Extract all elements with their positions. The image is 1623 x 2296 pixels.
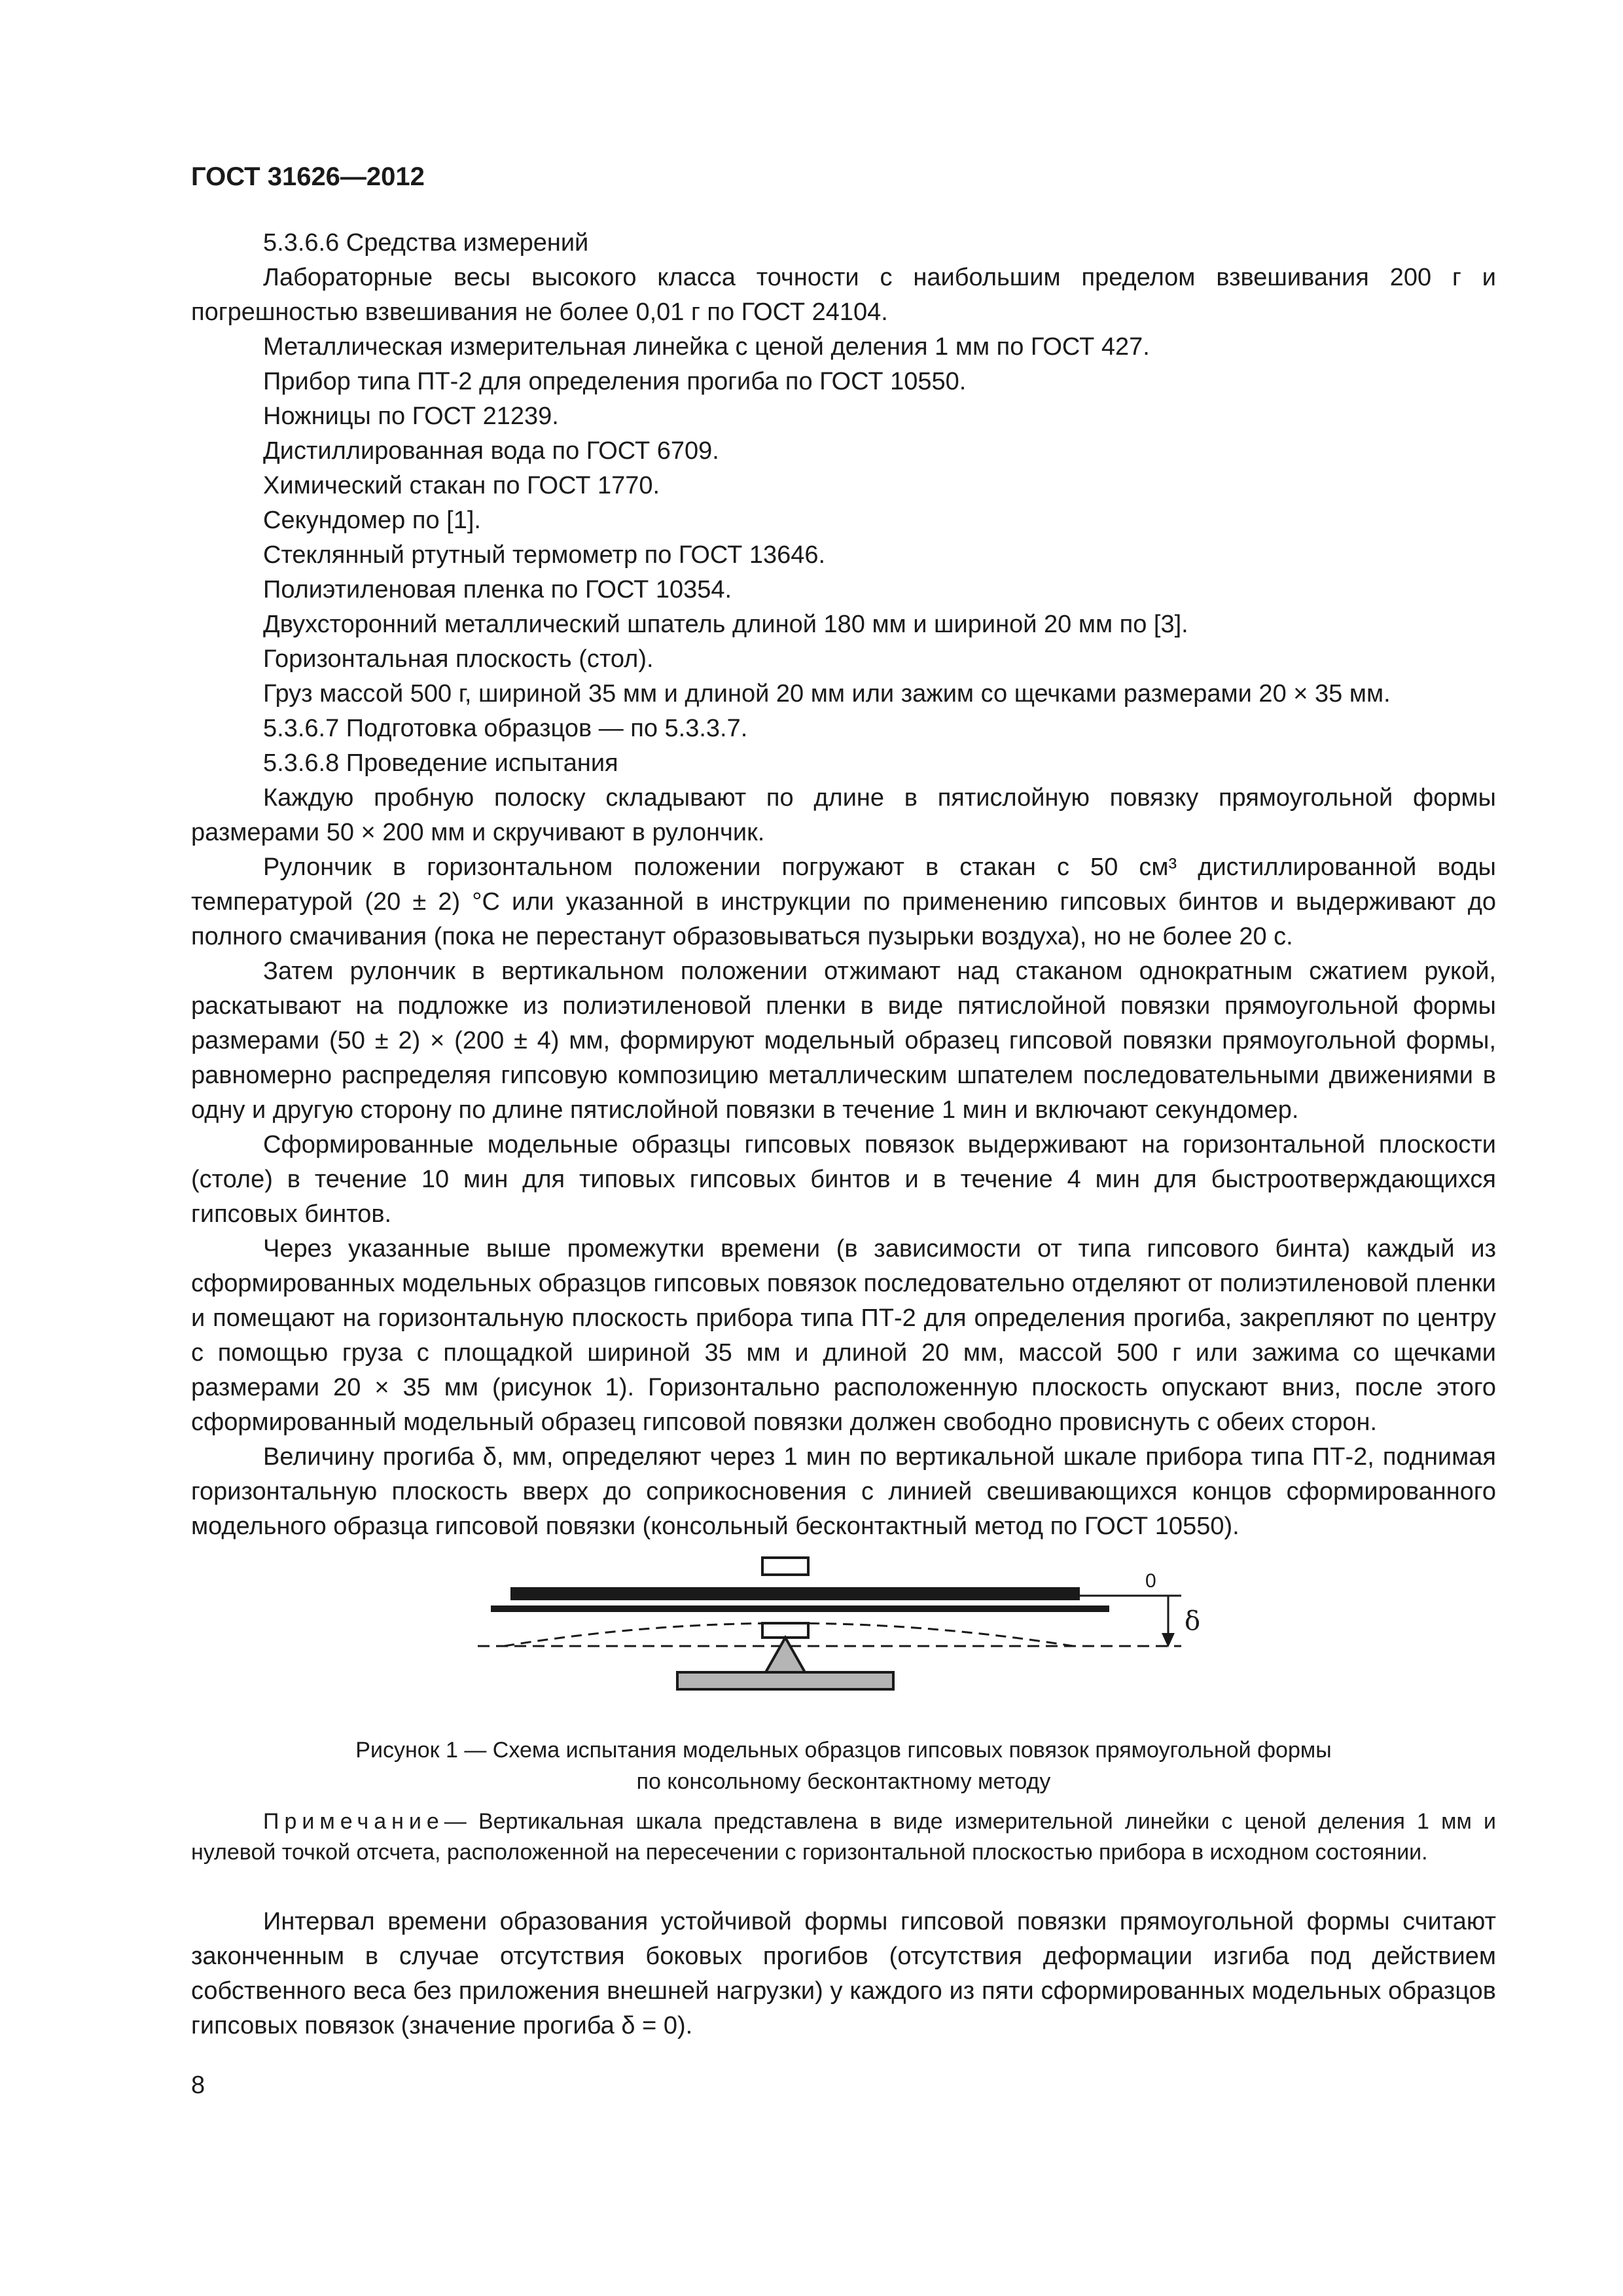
zero-label: 0 [1145,1570,1156,1592]
figure-caption [191,1734,1496,1797]
paragraph: Лабораторные весы высокого класса точности с наибольшим пределом взвешивания 200 г и погрешностью взвешивания не более 0,01 г по ГОСТ 24104. [191,264,1496,326]
document-header: ГОСТ 31626—2012 [191,162,425,191]
weight-block [762,1558,808,1575]
final-paragraph-block [191,1905,1496,2043]
figure-caption-line1: Рисунок 1 — Схема испытания модельных образцов гипсовых повязок прямоугольной формы [355,1738,1332,1763]
list-item: Химический стакан по ГОСТ 1770. [263,472,660,499]
list-item: Груз массой 500 г, шириной 35 мм и длиной 20 мм или зажим со щечками размерами 20 × 35 мм. [263,680,1391,708]
note [191,1806,1496,1868]
section-heading-5-3-6-6: 5.3.6.6 Средства измерений [263,229,589,257]
list-item: Ножницы по ГОСТ 21239. [263,403,559,430]
list-item: Двухсторонний металлический шпатель длиной 180 мм и шириной 20 мм по [3]. [263,611,1188,638]
body-text [191,226,1496,1544]
paragraph: Рулончик в горизонтальном положении погружают в стакан с 50 см³ дистиллированной воды температурой (20 ± 2) °С или указанной в инструкции по применению гипсовых бинтов и выдерживают до полного смачивания (пока не перестанут образовываться пузырьки воздуха), но не более 20 с. [191,853,1496,950]
horizontal-plane [491,1605,1109,1612]
list-item: Полиэтиленовая пленка по ГОСТ 10354. [263,576,732,603]
figure-test-scheme [471,1548,1217,1705]
support-triangle [766,1638,805,1672]
sample-band [510,1587,1080,1600]
list-item: Дистиллированная вода по ГОСТ 6709. [263,437,719,465]
note-text: — Вертикальная шкала представлена в виде измерительной линейки с ценой деления 1 мм и нулевой точкой отсчета, расположенной на пересечении с горизонтальной плоскостью прибора в исходном состоянии. [191,1809,1496,1865]
paragraph: Интервал времени образования устойчивой формы гипсовой повязки прямоугольной формы считают законченным в случае отсутствия боковых прогибов (отсутствия деформации изгиба под действием собственного веса без приложения внешней нагрузки) у каждого из пяти сформированных модельных образцов гипсовых повязок (значение прогиба δ = 0). [191,1908,1496,2039]
figure-caption-line2: по консольному бесконтактному методу [636,1769,1051,1794]
note-label: Примечание [263,1809,444,1834]
paragraph: Каждую пробную полоску складывают по длине в пятислойную повязку прямоугольной формы размерами 50 × 200 мм и скручивают в рулончик. [191,784,1496,846]
paragraph: Затем рулончик в вертикальном положении отжимают над стаканом однократным сжатием рукой, раскатывают на подложке из полиэтиленовой пленки в виде пятислойной повязки прямоугольной формы размерами (50 ± 2) × (200 ± 4) мм, формируют модельный образец гипсовой повязки прямоугольной формы, равномерно распределяя гипсовую композицию металлическим шпателем последовательными движениями в одну и другую сторону по длине пятислойной повязки в течение 1 мин и включают секундомер. [191,958,1496,1124]
delta-label: δ [1185,1606,1201,1636]
page-number: 8 [191,2072,205,2099]
paragraph: Сформированные модельные образцы гипсовых повязок выдерживают на горизонтальной плоскости (столе) в течение 10 мин для типовых гипсовых бинтов и в течение 4 мин для быстроотверждающихся гипсовых бинтов. [191,1131,1496,1228]
section-heading-5-3-6-8: 5.3.6.8 Проведение испытания [263,749,618,777]
list-item: Металлическая измерительная линейка с ценой деления 1 мм по ГОСТ 427. [263,333,1150,361]
list-item: Стеклянный ртутный термометр по ГОСТ 13646. [263,541,826,569]
paragraph: Через указанные выше промежутки времени (в зависимости от типа гипсового бинта) каждый из сформированных модельных образцов гипсовых повязок последовательно отделяют от полиэтиленовой пленки и помещают на горизонтальную плоскость прибора типа ПТ-2 для определения прогиба, закрепляют по центру с помощью груза с площадкой шириной 35 мм и длиной 20 мм, массой 500 г или зажима со щечками размерами 20 × 35 мм (рисунок 1). Горизонтально расположенную плоскость опускают вниз, после этого сформированный модельный образец гипсовой повязки должен свободно провиснуть с обеих сторон. [191,1235,1496,1436]
list-item: Секундомер по [1]. [263,507,481,534]
section-heading-5-3-6-7: 5.3.6.7 Подготовка образцов — по 5.3.3.7. [263,715,748,742]
list-item: Горизонтальная плоскость (стол). [263,645,654,673]
base-plate [677,1672,893,1689]
list-item: Прибор типа ПТ-2 для определения прогиба по ГОСТ 10550. [263,368,967,395]
paragraph: Величину прогиба δ, мм, определяют через 1 мин по вертикальной шкале прибора типа ПТ-2, поднимая горизонтальную плоскость вверх до соприкосновения с линией свешивающихся концов сформированного модельного образца гипсовой повязки (консольный бесконтактный метод по ГОСТ 10550). [191,1443,1496,1540]
